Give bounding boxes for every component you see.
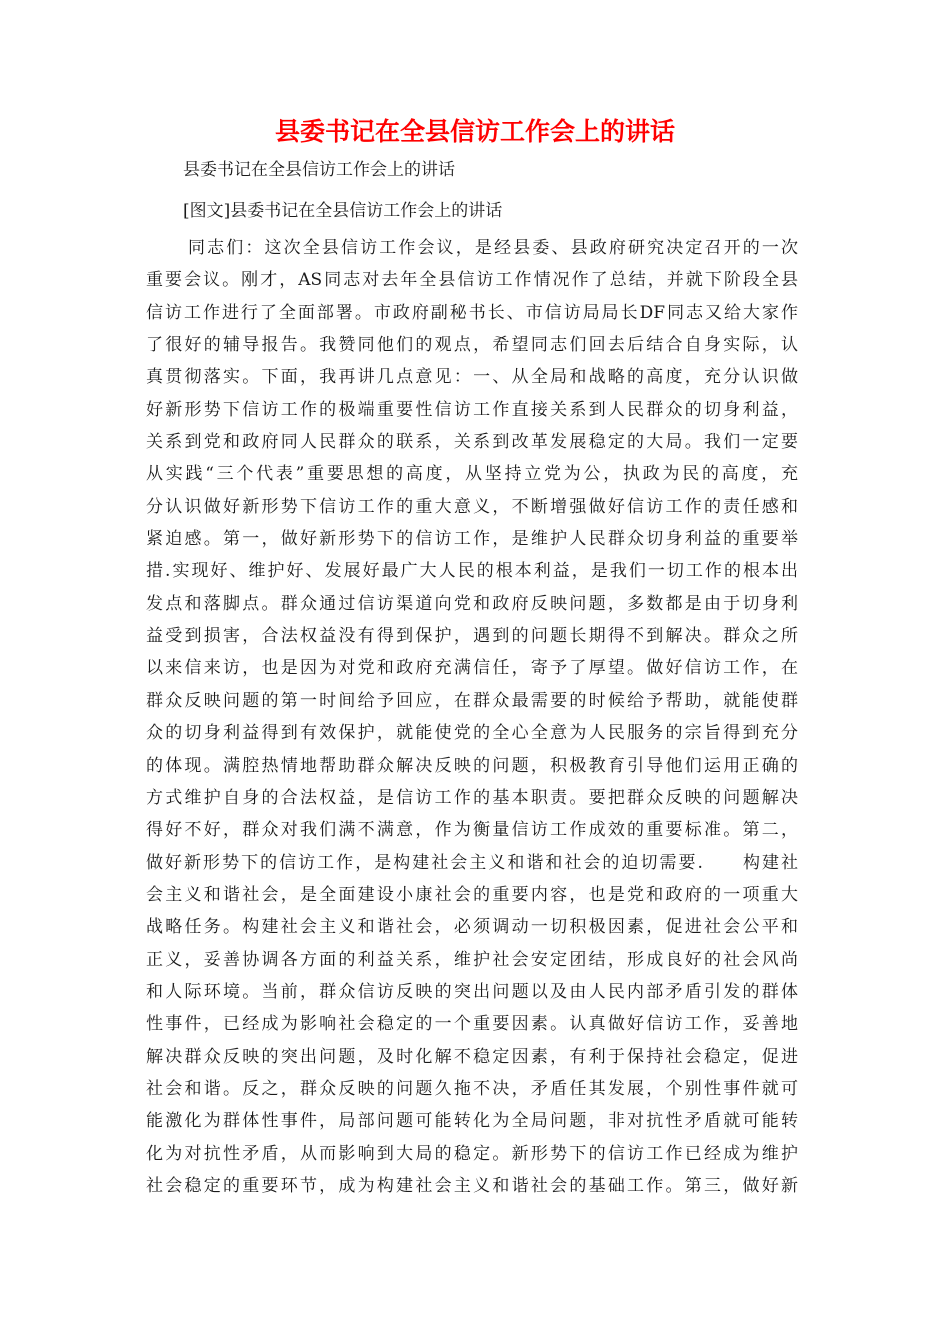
document-subtitle: 县委书记在全县信访工作会上的讲话 <box>183 160 455 180</box>
document-title: 县委书记在全县信访工作会上的讲话 <box>274 117 675 146</box>
paragraph-line: 从实践“三个代表”重要思想的高度，从坚持立党为公，执政为民的高度，充 <box>146 464 798 485</box>
paragraph-line: 益受到损害，合法权益没有得到保护，遇到的问题长期得不到解决。群众之所 <box>146 626 798 647</box>
paragraph-line: 社会稳定的重要环节，成为构建社会主义和谐社会的基础工作。第三，做好新 <box>146 1175 798 1196</box>
paragraph-line: 众的切身利益得到有效保护，就能使党的全心全意为人民服务的宗旨得到充分 <box>146 723 798 744</box>
paragraph-line: 和人际环境。当前，群众信访反映的突出问题以及由人民内部矛盾引发的群体 <box>146 981 798 1002</box>
paragraph-line: 好新形势下信访工作的极端重要性信访工作直接关系到人民群众的切身利益， <box>146 399 798 420</box>
paragraph-line: 性事件，已经成为影响社会稳定的一个重要因素。认真做好信访工作，妥善地 <box>146 1014 798 1035</box>
paragraph-line: 能激化为群体性事件，局部问题可能转化为全局问题，非对抗性矛盾就可能转 <box>146 1111 798 1132</box>
paragraph-line: 做好新形势下的信访工作，是构建社会主义和谐和社会的迫切需要. 构建社 <box>146 852 798 873</box>
paragraph-line: 紧迫感。第一，做好新形势下的信访工作，是维护人民群众切身利益的重要举 <box>146 529 798 550</box>
paragraph-line: 发点和落脚点。群众通过信访渠道向党和政府反映问题，多数都是由于切身利 <box>146 593 798 614</box>
paragraph-line: 方式维护自身的合法权益，是信访工作的基本职责。要把群众反映的问题解决 <box>146 787 798 808</box>
paragraph-line: 化为对抗性矛盾，从而影响到大局的稳定。新形势下的信访工作已经成为维护 <box>146 1143 798 1164</box>
paragraph-line: 会主义和谐社会，是全面建设小康社会的重要内容，也是党和政府的一项重大 <box>146 884 798 905</box>
paragraph-line: 正义，妥善协调各方面的利益关系，维护社会安定团结，形成良好的社会风尚 <box>146 949 798 970</box>
figure-caption-line: [图文]县委书记在全县信访工作会上的讲话 <box>183 201 503 221</box>
paragraph-line: 真贯彻落实。下面，我再讲几点意见：一、从全局和战略的高度，充分认识做 <box>146 367 798 388</box>
paragraph-line: 措.实现好、维护好、发展好最广大人民的根本利益，是我们一切工作的根本出 <box>146 561 798 582</box>
paragraph-line: 群众反映问题的第一时间给予回应，在群众最需要的时候给予帮助，就能使群 <box>146 690 798 711</box>
paragraph-line: 信访工作进行了全面部署。市政府副秘书长、市信访局局长DF同志又给大家作 <box>146 302 798 323</box>
paragraph-line: 战略任务。构建社会主义和谐社会，必须调动一切积极因素，促进社会公平和 <box>146 917 798 938</box>
paragraph-line: 社会和谐。反之，群众反映的问题久拖不决，矛盾任其发展，个别性事件就可 <box>146 1078 798 1099</box>
paragraph-line: 的体现。满腔热情地帮助群众解决反映的问题，积极教育引导他们运用正确的 <box>146 755 798 776</box>
paragraph-line: 解决群众反映的突出问题，及时化解不稳定因素，有利于保持社会稳定，促进 <box>146 1046 798 1067</box>
paragraph-line: 同志们：这次全县信访工作会议，是经县委、县政府研究决定召开的一次 <box>188 238 798 258</box>
paragraph-line: 重要会议。刚才，AS同志对去年全县信访工作情况作了总结，并就下阶段全县 <box>146 270 798 291</box>
paragraph-line: 关系到党和政府同人民群众的联系，关系到改革发展稳定的大局。我们一定要 <box>146 432 798 453</box>
paragraph-line: 分认识做好新形势下信访工作的重大意义，不断增强做好信访工作的责任感和 <box>146 496 798 517</box>
paragraph-line: 得好不好，群众对我们满不满意，作为衡量信访工作成效的重要标准。第二， <box>146 820 798 841</box>
body-paragraph <box>146 232 798 1202</box>
paragraph-line: 以来信来访，也是因为对党和政府充满信任，寄予了厚望。做好信访工作，在 <box>146 658 798 679</box>
paragraph-line: 了很好的辅导报告。我赞同他们的观点，希望同志们回去后结合自身实际，认 <box>146 335 798 356</box>
